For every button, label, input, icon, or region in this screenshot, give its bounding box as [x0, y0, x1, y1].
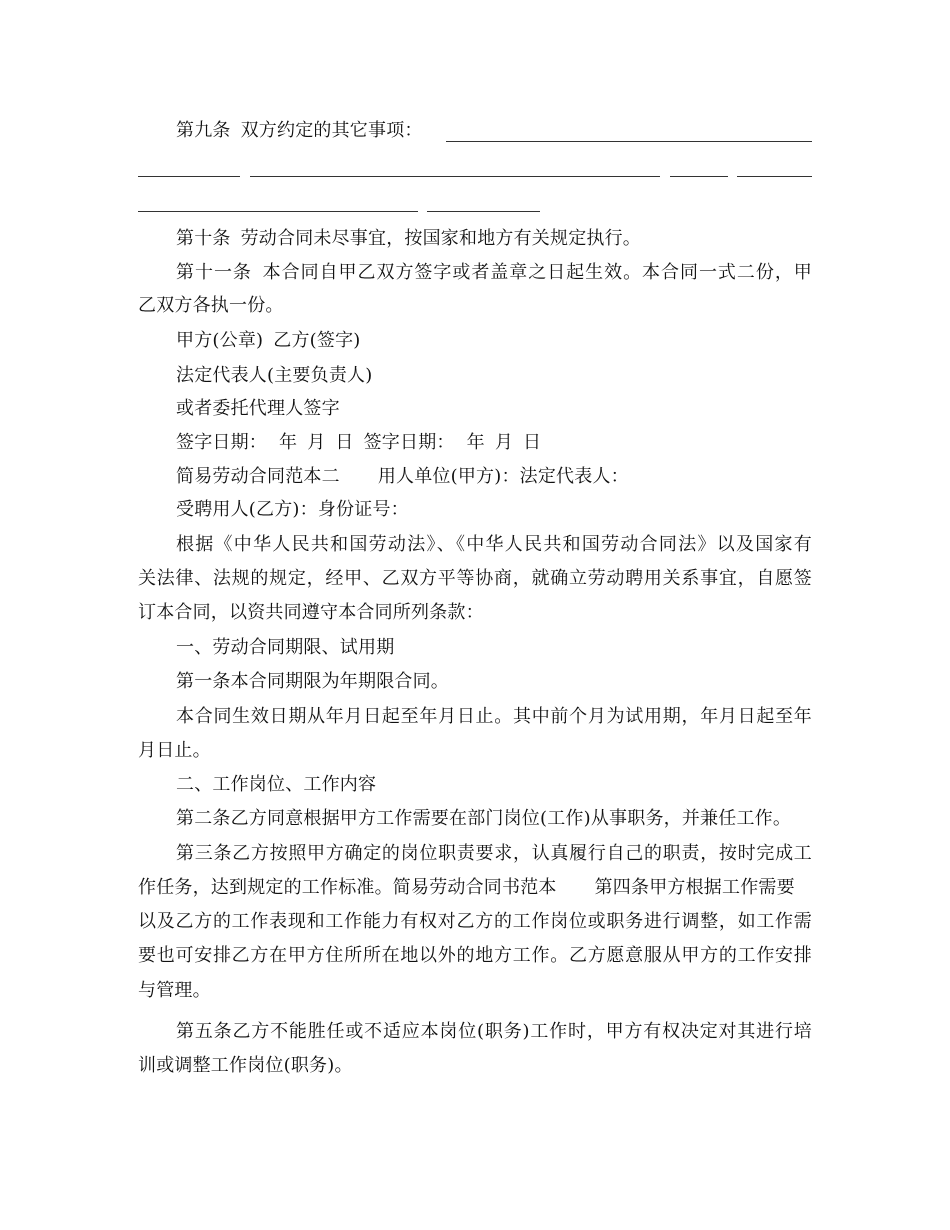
article-10-line: [176, 227, 812, 251]
preamble-line-3: 订本合同，以资共同遵守本合同所列条款：: [138, 602, 484, 623]
preamble-line-1: 根据《中华人民共和国劳动法》、《中华人民共和国劳动合同法》以及国家有: [176, 534, 812, 555]
date-month-a: 月: [307, 432, 326, 453]
article-3-line-2: [138, 876, 812, 900]
employee-label: 受聘用人(乙方)：身份证号：: [176, 499, 409, 520]
article-5-line-2: 训或调整工作岗位(职务)。: [138, 1055, 353, 1076]
effective-period-line-2: 月日止。: [138, 740, 211, 761]
date-year-b: 年: [466, 432, 485, 453]
blank-line: [138, 211, 418, 212]
contract-2-title: 简易劳动合同范本二: [176, 466, 340, 487]
article-11-label: 第十一条: [176, 262, 252, 283]
employer-label: 用人单位(甲方)：法定代表人：: [377, 466, 629, 487]
section-2-heading: 二、工作岗位、工作内容: [176, 774, 377, 795]
article-3-text-2: 作任务，达到规定的工作标准。简易劳动合同书范本: [138, 877, 557, 898]
article-9-label: 第九条: [176, 120, 231, 141]
contract-2-header-line: [176, 465, 812, 489]
article-4-line-1: 以及乙方的工作表现和工作能力有权对乙方的工作岗位或职务进行调整，如工作需: [138, 911, 812, 932]
blank-line: [737, 176, 812, 177]
article-4-line-3: 与管理。: [138, 980, 211, 1001]
effective-period-line-1: 本合同生效日期从年月日起至年月日止。其中前个月为试用期，年月日起至年: [176, 706, 812, 727]
article-11-text-1: 本合同自甲乙双方签字或者盖章之日起生效。本合同一式二份，甲: [261, 262, 813, 283]
preamble-line-2: 关法律、法规的规定，经甲、乙双方平等协商，就确立劳动聘用关系事宜，自愿签: [138, 568, 812, 589]
article-1-text: 第一条本合同期限为年期限合同。: [176, 671, 449, 692]
date-label-b: 签字日期：: [363, 432, 455, 453]
section-1-heading: 一、劳动合同期限、试用期: [176, 637, 395, 658]
article-11-line-1: [176, 261, 812, 285]
article-4-line-2: 要也可安排乙方在甲方住所所在地以外的地方工作。乙方愿意服从甲方的工作安排: [138, 945, 812, 966]
blank-line: [138, 176, 240, 177]
signature-date-line: [176, 431, 812, 455]
signature-parties-line: [176, 329, 812, 353]
blank-line: [446, 141, 812, 142]
article-2-text: 第二条乙方同意根据甲方工作需要在部门岗位(工作)从事职务，并兼任工作。: [176, 808, 792, 829]
party-b-sign-label: 乙方(签字): [273, 330, 361, 351]
article-11-line-2: 乙双方各执一份。: [138, 295, 284, 316]
article-5-line-1: 第五条乙方不能胜任或不适应本岗位(职务)工作时，甲方有权决定对其进行培: [176, 1021, 812, 1042]
article-9-line: [176, 119, 812, 143]
date-year-a: 年: [279, 432, 298, 453]
blank-line: [250, 176, 660, 177]
article-4-start: 第四条甲方根据工作需要: [594, 877, 795, 898]
article-3-line-1: 第三条乙方按照甲方确定的岗位职责要求，认真履行自己的职责，按时完成工: [176, 843, 812, 864]
article-10-label: 第十条: [176, 228, 231, 249]
date-day-b: 日: [523, 432, 542, 453]
date-day-a: 日: [335, 432, 354, 453]
date-month-b: 月: [494, 432, 514, 453]
legal-representative-label: 法定代表人(主要负责人): [176, 365, 373, 386]
date-label-a: 签字日期：: [176, 432, 267, 453]
agent-signature-label: 或者委托代理人签字: [176, 398, 340, 419]
blank-line: [427, 211, 540, 212]
article-9-text: 双方约定的其它事项：: [240, 120, 423, 141]
article-10-text: 劳动合同未尽事宜，按国家和地方有关规定执行。: [240, 228, 642, 249]
party-a-seal-label: 甲方(公章): [176, 330, 264, 351]
blank-line: [670, 176, 728, 177]
